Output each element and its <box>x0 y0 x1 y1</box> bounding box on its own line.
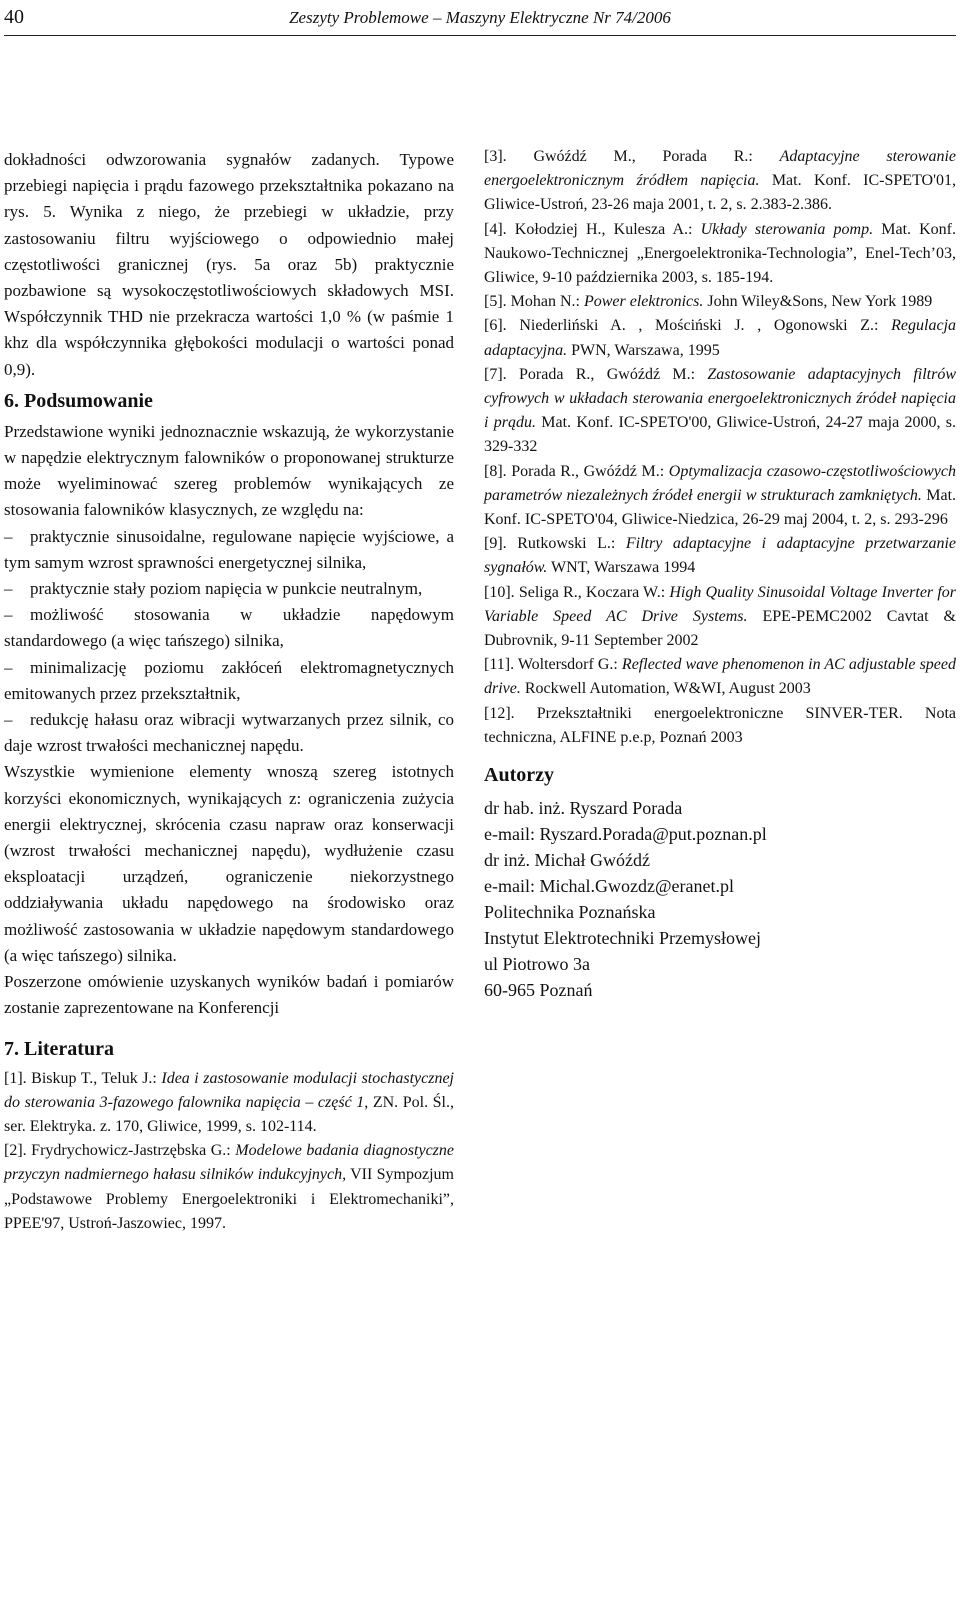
bullet-item <box>4 707 454 759</box>
reference-details: ZN. Pol. Śl., ser. Elektryka. z. 170, Gliwice, 1999, s. 102-114. <box>4 1093 455 1135</box>
reference-number: [10]. <box>484 583 515 601</box>
reference-authors: Mohan N.: <box>510 293 580 311</box>
references-right <box>484 145 956 750</box>
reference-item <box>484 314 956 362</box>
reference-number: [2]. <box>4 1142 27 1160</box>
bullet-text: praktycznie stały poziom napięcia w punkcie neutralnym, <box>30 579 423 599</box>
author-line: Instytut Elektrotechniki Przemysłowej <box>484 928 761 949</box>
reference-number: [5]. <box>484 293 507 311</box>
reference-number: [6]. <box>484 317 507 335</box>
right-column <box>484 145 956 1003</box>
reference-item <box>484 532 956 580</box>
reference-number: [4]. <box>484 220 507 238</box>
bullet-item <box>4 655 454 707</box>
reference-item <box>484 460 956 533</box>
paragraph-summary: Przedstawione wyniki jednoznacznie wskazują, że wykorzystanie w napędzie elektrycznym falowników o proponowanej strukturze może wyeliminować szereg problemów wynikających ze stosowania falowników klasycznych, ze względu na: <box>4 421 454 520</box>
reference-authors: Frydrychowicz-Jastrzębska G.: <box>31 1142 231 1160</box>
paragraph-benefits: Wszystkie wymienione elementy wnoszą szereg istotnych korzyści ekonomicznych, wynikających z: ograniczenia zużycia energii elektrycznej, skrócenia czasu napraw oraz konserwacji (wzrost trwałości mechanicznej napędu), wydłużenie czasu eksploatacji urządzeń, ograniczenie niekorzystnego oddziaływania układu napędowego na środowisko oraz możliwość zastosowania w układzie napędowym standardowego (a więc tańszego) silnika. <box>4 762 454 965</box>
reference-number: [1]. <box>4 1069 27 1087</box>
reference-details: WNT, Warszawa 1994 <box>550 559 696 577</box>
bullet-item <box>4 524 454 576</box>
reference-title: Zastosowanie adaptacyjnych filtrów cyfrowych w układach sterowania energoelektronicznych źródeł napięcia i prądu. <box>484 365 957 432</box>
reference-authors: Kołodziej H., Kulesza A.: <box>514 220 693 238</box>
reference-item <box>484 653 956 701</box>
bullet-text: minimalizację poziomu zakłóceń elektromagnetycznych emitowanych przez przekształtnik, <box>4 657 454 703</box>
reference-number: [8]. <box>484 462 507 480</box>
author-line: Politechnika Poznańska <box>484 902 656 923</box>
reference-item <box>484 145 956 218</box>
reference-authors: Gwóźdź M., Porada R.: <box>533 148 753 165</box>
bullet-dash: – <box>4 526 13 546</box>
bullet-list <box>4 524 454 760</box>
reference-details: Mat. Konf. Naukowo-Technicznej „Energoelektronika-Technologia”, Enel-Tech’03, Gliwice, 9-10 października 2003, s. 185-194. <box>484 220 957 287</box>
reference-details: PWN, Warszawa, 1995 <box>571 341 720 359</box>
authors-heading: Autorzy <box>484 764 554 787</box>
reference-details: Nota techniczna, ALFINE p.e.p, Poznań 2003 <box>484 704 957 746</box>
reference-authors: Porada R., Gwóźdź M.: <box>518 365 696 383</box>
reference-authors: Seliga R., Koczara W.: <box>518 583 666 601</box>
bullet-dash: – <box>4 605 13 625</box>
reference-authors: Woltersdorf G.: <box>517 656 618 674</box>
reference-item <box>484 363 956 460</box>
bullet-text: praktycznie sinusoidalne, regulowane napięcie wyjściowe, a tym samym wzrost sprawności energetycznej silnika, <box>4 526 454 572</box>
reference-title: Modelowe badania diagnostyczne przyczyn nadmiernego hałasu silników indukcyjnych, <box>4 1142 455 1184</box>
author-line: 60-965 Poznań <box>484 980 593 1001</box>
bullet-text: możliwość stosowania w układzie napędowym standardowego (a więc tańszego) silnika, <box>4 605 454 651</box>
reference-title: Idea i zastosowanie modulacji stochastycznej do sterowania 3-fazowego falownika napięcia – część 1, <box>4 1069 454 1111</box>
reference-number: [7]. <box>484 365 507 383</box>
bullet-dash: – <box>4 710 13 730</box>
reference-details: VII Sympozjum „Podstawowe Problemy Energoelektroniki i Elektromechaniki”, PPEE'97, Ustroń-Jaszowiec, 1997. <box>4 1166 454 1232</box>
paragraph-intro: dokładności odwzorowania sygnałów zadanych. Typowe przebiegi napięcia i prądu fazowego przekształtnika pokazano na rys. 5. Wynika z niego, że przebiegi w układzie, przy zastosowaniu filtru wyjściowego o odpowiednio małej częstotliwości granicznej (rys. 5a oraz 5b) praktycznie pozbawione są wysokoczęstotliwościowych składowych MSI. Współczynnik THD nie przekracza wartości 1,0 % (w paśmie 1 khz dla współczynnika głębokości modulacji o wartości ponad 0,9). <box>4 150 454 379</box>
reference-details: Mat. Konf. IC-SPETO'00, Gliwice-Ustroń, 24-27 maja 2000, s. 329-332 <box>484 414 956 456</box>
reference-details: Mat. Konf. IC-SPETO'04, Gliwice-Niedzica, 26-29 maj 2004, t. 2, s. 293-296 <box>484 486 957 529</box>
reference-details: John Wiley&Sons, New York 1989 <box>707 293 933 311</box>
reference-title: Power elektronics. <box>583 293 704 311</box>
bullet-item <box>4 602 454 654</box>
reference-title: Adaptacyjne sterowanie energoelektronicznym źródłem napięcia. <box>484 148 957 190</box>
paragraph-conference: Poszerzone omówienie uzyskanych wyników badań i pomiarów zostanie zaprezentowane na Konferencji <box>4 972 454 1018</box>
reference-title: Filtry adaptacyjne i adaptacyjne przetwarzanie sygnałów. <box>484 535 956 577</box>
reference-authors: Niederliński A. , Mościński J. , Ogonowski Z.: <box>519 317 879 335</box>
references-left <box>4 1067 454 1236</box>
reference-number: [9]. <box>484 535 507 553</box>
bullet-text: redukcję hałasu oraz wibracji wytwarzanych przez silnik, co daje wzrost trwałości mechanicznej napędu. <box>4 710 454 756</box>
reference-authors: Przekształtniki energoelektroniczne SINVER-TER. <box>536 704 903 722</box>
reference-details: EPE-PEMC2002 Cavtat & Dubrovnik, 9-11 September 2002 <box>484 607 956 650</box>
reference-title: Regulacja adaptacyjna. <box>484 317 957 359</box>
reference-title: Reflected wave phenomenon in AC adjustable speed drive. <box>484 656 956 698</box>
author-block <box>484 795 956 1003</box>
reference-title: Układy sterowania pomp. <box>700 220 874 238</box>
bullet-dash: – <box>4 657 13 677</box>
left-column <box>4 147 454 1236</box>
section-heading-literature: 7. Literatura <box>4 1037 114 1060</box>
bullet-dash: – <box>4 579 13 599</box>
author-line: e-mail: Ryszard.Porada@put.poznan.pl <box>484 824 767 845</box>
reference-details: Rockwell Automation, W&WI, August 2003 <box>524 680 811 698</box>
reference-item <box>484 581 956 654</box>
reference-number: [12]. <box>484 704 515 722</box>
reference-item <box>4 1139 454 1236</box>
reference-item <box>484 702 956 750</box>
section-heading-summary: 6. Podsumowanie <box>4 389 153 412</box>
reference-authors: Biskup T., Teluk J.: <box>31 1069 157 1087</box>
reference-authors: Rutkowski L.: <box>517 535 616 553</box>
author-line: ul Piotrowo 3a <box>484 954 590 975</box>
reference-item <box>484 290 956 314</box>
reference-title: Optymalizacja czasowo-częstotliwościowych parametrów niezależnych źródeł energii w strukturach zamkniętych. <box>484 462 956 504</box>
page-number: 40 <box>4 6 24 28</box>
reference-item <box>484 218 956 291</box>
reference-details: Mat. Konf. IC-SPETO'01, Gliwice-Ustroń, 23-26 maja 2001, t. 2, s. 2.383-2.386. <box>484 172 956 214</box>
reference-item <box>4 1067 454 1140</box>
reference-number: [11]. <box>484 656 515 674</box>
bullet-item <box>4 576 454 602</box>
author-line: dr inż. Michał Gwóźdź <box>484 850 650 871</box>
reference-number: [3]. <box>484 148 507 165</box>
page-header <box>0 0 960 50</box>
reference-title: High Quality Sinusoidal Voltage Inverter for Variable Speed AC Drive Systems. <box>484 583 956 625</box>
header-rule <box>4 35 956 36</box>
reference-authors: Porada R., Gwóźdź M.: <box>511 462 665 480</box>
journal-title: Zeszyty Problemowe – Maszyny Elektryczne Nr 74/2006 <box>289 8 671 27</box>
author-line: dr hab. inż. Ryszard Porada <box>484 798 683 819</box>
author-line: e-mail: Michal.Gwozdz@eranet.pl <box>484 876 734 897</box>
